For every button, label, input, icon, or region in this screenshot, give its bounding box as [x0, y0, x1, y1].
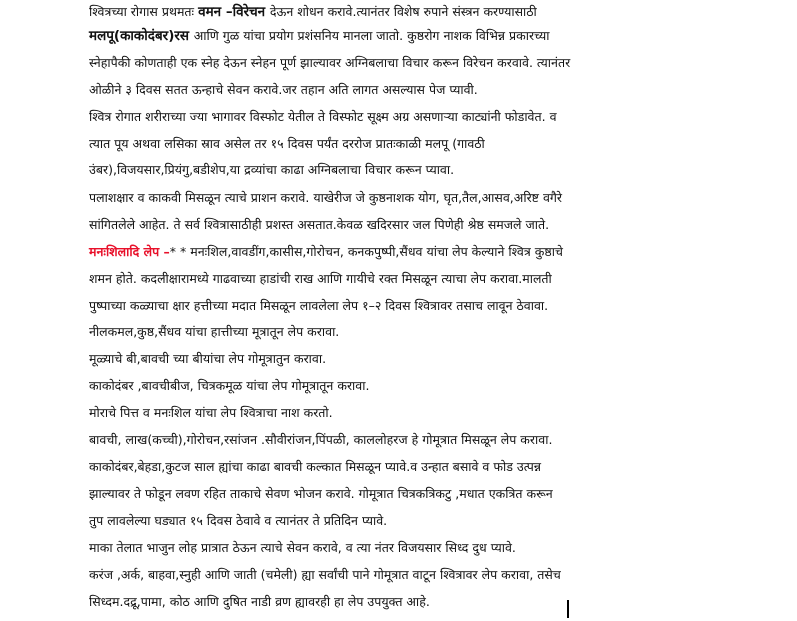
- text-segment: तुप लावलेल्या घड्यात १५ दिवस ठेवावे व त्यानंतर ते प्रतिदिन प्यावे.: [89, 513, 388, 528]
- text-segment: उंबर),विजयसार,प्रियंगु,बडीशेप,या द्रव्यांचा काढा अग्निबलाचा विचार करून प्यावा.: [89, 162, 455, 177]
- text-segment: सांगितलेले आहेत. ते सर्व श्वित्रासाठीही प्रशस्त असतात.केवळ खदिरसार जल पिणेही श्रेष्ठ समजले जाते.: [89, 217, 550, 232]
- text-segment: ओळीने ३ दिवस सतत ऊन्हाचे सेवन करावे.जर तहान अति लागत असल्यास पेज प्यावी.: [89, 82, 478, 97]
- text-segment: मोराचे पित्त व मनःशिल यांचा लेप श्वित्राचा नाश करतो.: [89, 405, 333, 420]
- text-segment: मूळ्याचे बी,बावची च्या बीयांचा लेप गोमूत्रातुन करावा.: [89, 351, 327, 366]
- text-line-6: [89, 132, 485, 156]
- text-line-1: [89, 0, 537, 24]
- text-segment: काकोदंबर,बेहडा,कुटज साल ह्यांचा काढा बावची कल्कात मिसळून प्यावे.व उन्हात बसावे व फोड उत्पन्न: [89, 459, 541, 474]
- text-line-8: [89, 186, 562, 210]
- text-line-16: [89, 401, 333, 425]
- text-cursor: [567, 600, 569, 618]
- text-line-22: [89, 563, 561, 587]
- text-segment: आणि गुळ यांचा प्रयोग प्रशंसनिय मानला जातो. कुष्ठरोग नाशक विभिन्न प्रकारच्या: [193, 28, 550, 43]
- text-segment: बावची, लाख(कच्ची),गोरोचन,रसांजन .सौवीरांजन,पिंपळी, काललोहरज हे गोमूत्रात मिसळून लेप करावा.: [89, 432, 553, 447]
- text-line-23: [89, 590, 430, 614]
- text-line-21: [89, 536, 516, 560]
- text-segment: श्वित्रच्या रोगास प्रथमतः: [89, 4, 199, 19]
- text-line-19: [89, 482, 553, 506]
- text-line-4: [89, 78, 478, 102]
- text-segment: देऊन शोधन करावे.त्यानंतर विशेष रुपाने संस्त्रन करण्यासाठी: [269, 4, 537, 19]
- text-segment: नीलकमल,कुष्ठ,सैंधव यांचा हात्तीच्या मूत्रातून लेप करावा.: [89, 324, 340, 339]
- text-line-11: [89, 267, 552, 291]
- text-line-12: [89, 294, 548, 318]
- text-segment: पुष्पाच्या कळ्याचा क्षार हत्तीच्या मदात मिसळून लावलेला लेप १–२ दिवस श्वित्रावर तसाच लावून ठेवावा.: [89, 298, 549, 313]
- text-line-5: [89, 105, 557, 129]
- text-segment: शमन होते. कदलीक्षारामध्ये गाढवाच्या हाडांची राख आणि गायीचे रक्त मिसळून त्याचा लेप करावा.मालती: [89, 271, 552, 286]
- text-segment: स्नेहापैकी कोणताही एक स्नेह देऊन स्नेहन पूर्ण झाल्यावर अग्निबलाचा विचार करून विरेचन करवावे. त्यानंतर: [89, 55, 571, 70]
- section-heading: मनःशिलादि लेप –: [89, 244, 170, 259]
- text-line-7: [89, 158, 454, 182]
- text-line-13: [89, 320, 339, 344]
- text-segment: माका तेलात भाजुन लोह प्रात्रात ठेऊन त्याचे सेवन करावे, व त्या नंतर विजयसार सिध्द दुध प्यावे.: [89, 540, 516, 555]
- text-segment: सिध्दम.दद्रू,पामा, कोठ आणि दुषित नाडी व्रण ह्यावरही हा लेप उपयुक्त आहे.: [89, 594, 430, 609]
- text-segment: करंज ,अर्क, बाहवा,स्नुही आणि जाती (चमेली) ह्या सर्वांची पाने गोमूत्रात वाटून श्वित्रावर लेप करावा, तसेच: [89, 567, 561, 582]
- text-line-2: [89, 24, 550, 48]
- text-line-3: [89, 51, 570, 75]
- text-segment: श्वित्र रोगात शरीराच्या ज्या भागावर विस्फोट येतील ते विस्फोट सूक्ष्म अग्र असणाऱ्या काट्यांनी फोडावेत. व: [89, 109, 557, 124]
- emphasized-text: वमन –विरेचन: [198, 4, 270, 20]
- text-line-20: [89, 509, 387, 533]
- text-line-9: [89, 213, 549, 237]
- text-segment: पलाशक्षार व काकवी मिसळून त्याचे प्राशन करावे. याखेरीज जे कुष्ठनाशक योग, घृत,तैल,आसव,अरिष्ट वगैरे: [89, 190, 563, 205]
- emphasized-text: मलपू(काकोदंबर)रस: [89, 28, 194, 44]
- text-line-18: [89, 455, 541, 479]
- text-segment: त्यात पूय अथवा लसिका स्राव असेल तर १५ दिवस पर्यंत दररोज प्रातःकाळी मलपू (गावठी: [89, 136, 485, 151]
- text-segment: * * मनःशिल,वावडींग,कासीस,गोरोचन, कनकपुष्पी,सैंधव यांचा लेप केल्याने श्वित्र कुष्ठाचे: [169, 244, 563, 259]
- text-segment: झाल्यावर ते फोडून लवण रहित ताकाचे सेवण भोजन करावे. गोमूत्रात चित्रकत्रिकटु ,मधात एकत्रित करून: [89, 486, 553, 501]
- text-line-15: [89, 374, 369, 398]
- text-segment: काकोदंबर ,बावचीबीज, चित्रकमूळ यांचा लेप गोमूत्रातून करावा.: [89, 378, 370, 393]
- text-line-17: [89, 428, 552, 452]
- text-line-10: [89, 240, 563, 264]
- text-line-14: [89, 347, 326, 371]
